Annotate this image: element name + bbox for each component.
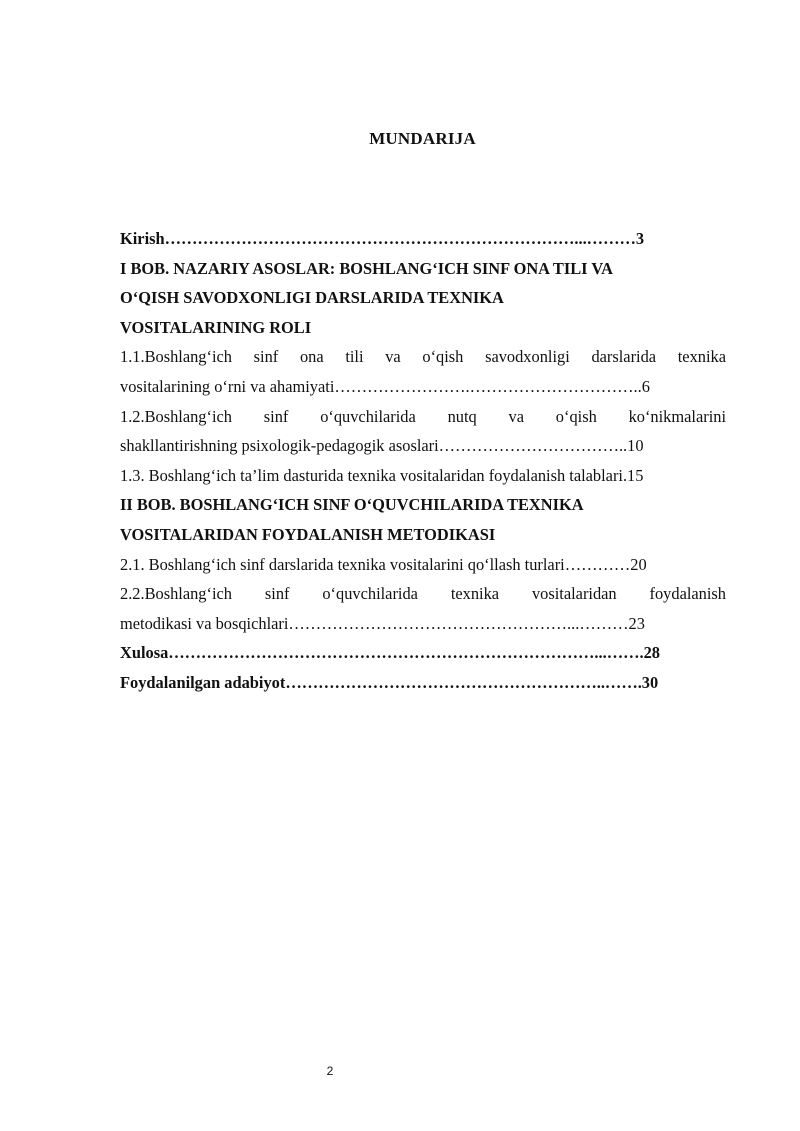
toc-chapter-1-heading-line-2: O‘QISH SAVODXONLIGI DARSLARIDA TEXNIKA [120,288,504,308]
toc-chapter-2-heading-line-1: II BOB. BOSHLANG‘ICH SINF O‘QUVCHILARIDA TEXNIKA [120,495,584,515]
toc-entry-adabiyot: Foydalanilgan adabiyot…………………………………………………..…….30 [120,672,659,692]
toc-entry-1-2-line-2: shakllantirishning psixologik-pedagogik asoslari……………………………..10 [120,436,644,456]
page-title: MUNDARIJA [369,129,476,148]
toc-chapter-1-heading-line-3: VOSITALARINING ROLI [120,317,312,337]
page-number: 2 [326,1064,334,1078]
toc-entry-1-1-line-1: 1.1.Boshlang‘ich sinf ona tili va o‘qish savodxonligi darslarida texnika [120,347,726,367]
toc-chapter-2-heading-line-2: VOSITALARIDAN FOYDALANISH METODIKASI [120,524,496,544]
table-of-contents [120,224,726,698]
toc-entry-1-2-line-1: 1.2.Boshlang‘ich sinf o‘quvchilarida nutq va o‘qish ko‘nikmalarini [120,406,726,426]
toc-entry-2-2-line-1: 2.2.Boshlang‘ich sinf o‘quvchilarida texnika vositalaridan foydalanish [120,584,726,604]
toc-chapter-1-heading-line-1: I BOB. NAZARIY ASOSLAR: BOSHLANG‘ICH SINF ONA TILI VA [120,258,613,278]
toc-entry-kirish: Kirish…………………………………………………………………...………3 [120,229,645,248]
toc-entry-1-1-line-2: vositalarining o‘rni va ahamiyati…………………….…………………………..6 [120,376,650,396]
toc-entry-2-1: 2.1. Boshlang‘ich sinf darslarida texnika vositalarini qo‘llash turlari…………20 [120,554,647,574]
toc-entry-2-2-line-2: metodikasi va bosqichlari……………………………………………...………23 [120,613,645,633]
toc-entry-1-3: 1.3. Boshlang‘ich ta’lim dasturida texnika vositalaridan foydalanish talablari.15 [120,465,644,485]
toc-entry-xulosa: Xulosa……………………………………………………………………...…….28 [120,643,660,663]
